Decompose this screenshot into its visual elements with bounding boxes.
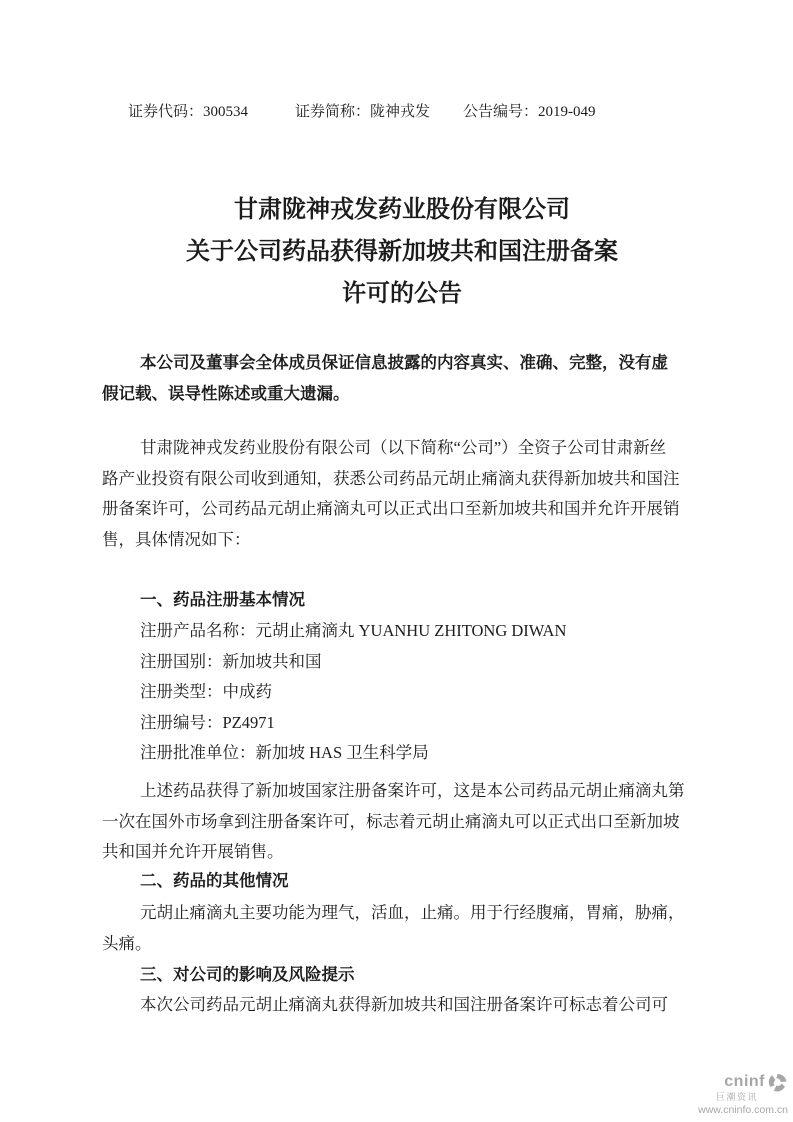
text-line: 注册批准单位：新加坡 HAS 卫生科学局 [140, 743, 429, 762]
text-line: 注册国别：新加坡共和国 [140, 651, 322, 671]
text-line: 假记载、误导性陈述或重大遗漏。 [102, 383, 350, 403]
cninfo-brand-text: cninf [724, 1073, 765, 1090]
text-line: 甘肃陇神戎发药业股份有限公司 [234, 197, 570, 223]
text-line: 许可的公告 [342, 281, 462, 307]
text-line: 上述药品获得了新加坡国家注册备案许可，这是本公司药品元胡止痛滴丸第 [140, 781, 685, 800]
text-line: 关于公司药品获得新加坡共和国注册备案 [186, 239, 618, 265]
text-line: 注册产品名称：元胡止痛滴丸 YUANHU ZHITONG DIWAN [140, 621, 567, 640]
section-3-heading: 三、对公司的影响及风险提示 [140, 965, 355, 984]
announcement-number-text: 公告编号：2019-049 [463, 104, 596, 120]
text-line: 头痛。 [102, 933, 152, 953]
stock-code-text: 证券代码：300534 [128, 104, 249, 120]
drug-registration-info-list [102, 616, 742, 769]
text-line: 甘肃陇神戎发药业股份有限公司（以下简称“公司”）全资子公司甘肃新丝 [140, 438, 667, 457]
section-1-heading: 一、药品注册基本情况 [140, 590, 305, 609]
text-line: 一次在国外市场拿到注册备案许可，标志着元胡止痛滴丸可以正式出口至新加坡 [102, 811, 680, 831]
intro-paragraph [102, 433, 742, 555]
cninfo-watermark [698, 1072, 788, 1117]
stock-name-text: 证券简称：陇神戎发 [295, 104, 431, 120]
text-line: 本公司及董事会全体成员保证信息披露的内容真实、准确、完整，没有虚 [140, 353, 668, 372]
section-2-heading: 二、药品的其他情况 [140, 871, 289, 890]
text-line: 注册类型：中成药 [140, 682, 272, 701]
text-line: 本次公司药品元胡止痛滴丸获得新加坡共和国注册备案许可标志着公司可 [140, 995, 668, 1014]
section-2-paragraph [102, 898, 742, 959]
cninfo-brand-cn-text: 巨潮资讯 [715, 1092, 758, 1102]
text-line: 共和国并允许开展销售。 [102, 842, 284, 861]
text-line: 册备案许可，公司药品元胡止痛滴丸可以正式出口至新加坡共和国并允许开展销 [102, 499, 680, 518]
text-line: 注册编号：PZ4971 [140, 712, 275, 732]
text-line: 售，具体情况如下： [102, 529, 251, 549]
text-line: 路产业投资有限公司收到通知，获悉公司药品元胡止痛滴丸获得新加坡共和国注 [102, 468, 680, 488]
section-1-paragraph [102, 776, 742, 868]
announcement-header-row [0, 100, 793, 124]
text-line: 元胡止痛滴丸主要功能为理气，活血，止痛。用于行经腹痛，胃痛，胁痛， [140, 903, 685, 922]
disclaimer-paragraph [102, 348, 742, 409]
cninfo-logo-icon [767, 1072, 788, 1093]
announcement-title [102, 189, 702, 315]
section-3-paragraph [102, 990, 742, 1021]
cninfo-url-text: www.cninfo.com.cn [698, 1104, 788, 1116]
